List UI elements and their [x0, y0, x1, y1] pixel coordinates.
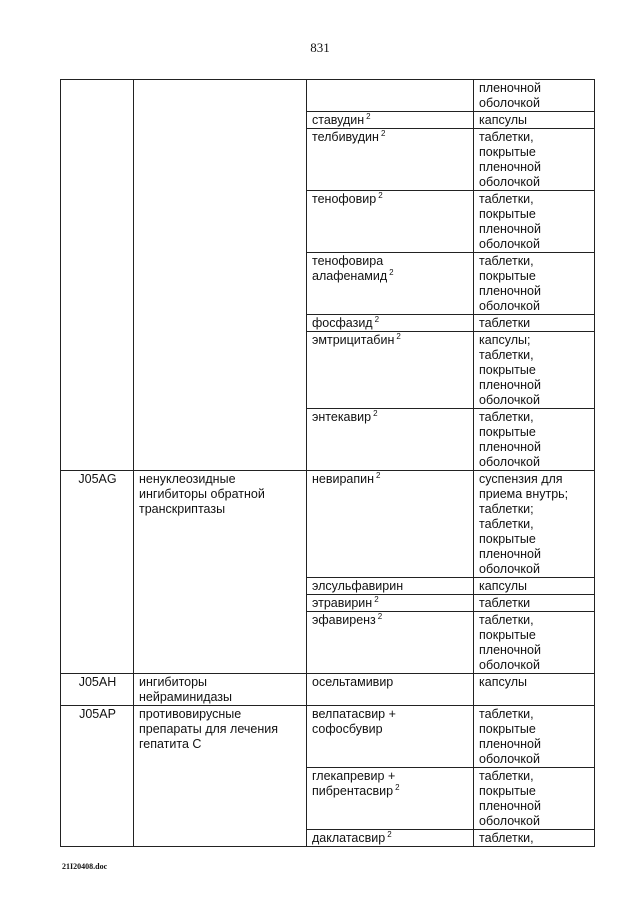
footnote-mark: 2: [395, 782, 400, 792]
dosage-form-cell: таблетки, покрытые пленочной оболочкой: [474, 768, 595, 830]
table-row: [61, 706, 595, 768]
drug-name: телбивудин: [312, 130, 379, 144]
footnote-mark: 2: [377, 611, 383, 621]
drug-name-cell: [307, 409, 474, 471]
drug-name: велпатасвир + софосбувир: [312, 707, 396, 736]
drug-name: энтекавир: [312, 410, 372, 424]
drug-name-cell: [307, 129, 474, 191]
drug-name-cell: [307, 471, 474, 578]
footnote-mark: 2: [378, 190, 383, 200]
footnote-mark: 2: [376, 470, 381, 480]
group-name-cell: противовирусные препараты для лечения гепатита C: [134, 706, 307, 847]
dosage-form-cell: капсулы; таблетки, покрытые пленочной оболочкой: [474, 332, 595, 409]
table-body: [61, 80, 595, 847]
dosage-form-cell: капсулы: [474, 578, 595, 595]
dosage-form-cell: пленочной оболочкой: [474, 80, 595, 112]
group-name-cell: ингибиторы нейраминидазы: [134, 674, 307, 706]
drug-name: невирапин: [312, 472, 375, 486]
table-row: [61, 674, 595, 706]
footnote-mark: 2: [380, 128, 386, 138]
drug-table: [60, 79, 595, 847]
page-number: 831: [310, 40, 330, 55]
footnote-mark: 2: [389, 267, 394, 277]
drug-name: элсульфавирин: [312, 579, 404, 593]
drug-name: тенофовир: [312, 192, 377, 206]
dosage-form-cell: таблетки: [474, 315, 595, 332]
footnote-mark: 2: [366, 111, 371, 121]
atc-code-cell: J05AH: [61, 674, 134, 706]
dosage-form-cell: капсулы: [474, 112, 595, 129]
drug-name: глекапревир + пибрентасвир: [312, 769, 396, 798]
footnote-mark: 2: [374, 314, 380, 324]
document-id: 21I20408.doc: [62, 862, 108, 871]
atc-code-cell: J05AP: [61, 706, 134, 847]
drug-name-cell: [307, 578, 474, 595]
drug-name: эфавиренз: [312, 613, 376, 627]
table-row: [61, 80, 595, 112]
dosage-form-cell: таблетки, покрытые пленочной оболочкой: [474, 706, 595, 768]
drug-name-cell: [307, 706, 474, 768]
drug-name-cell: [307, 595, 474, 612]
drug-name: тенофовира алафенамид: [312, 254, 388, 283]
dosage-form-cell: суспензия для приема внутрь; таблетки; таблетки, покрытые пленочной оболочкой: [474, 471, 595, 578]
drug-name-cell: [307, 332, 474, 409]
group-name-cell: ненуклеозидные ингибиторы обратной транскриптазы: [134, 471, 307, 674]
drug-name-cell: [307, 830, 474, 847]
drug-name: этравирин: [312, 596, 373, 610]
drug-name-cell: [307, 253, 474, 315]
footnote-mark: 2: [373, 408, 378, 418]
dosage-form-cell: таблетки, покрытые пленочной оболочкой: [474, 253, 595, 315]
drug-name: осельтамивир: [312, 675, 394, 689]
drug-name: эмтрицитабин: [312, 333, 395, 347]
footnote-mark: 2: [396, 331, 401, 341]
dosage-form-cell: капсулы: [474, 674, 595, 706]
drug-name-cell: [307, 674, 474, 706]
atc-code-cell: [61, 80, 134, 471]
dosage-form-cell: таблетки, покрытые пленочной оболочкой: [474, 612, 595, 674]
footnote-mark: 2: [387, 829, 392, 839]
drug-name: ставудин: [312, 113, 365, 127]
group-name-cell: [134, 80, 307, 471]
drug-name-cell: [307, 315, 474, 332]
drug-name-cell: [307, 112, 474, 129]
footnote-mark: 2: [374, 594, 379, 604]
dosage-form-cell: таблетки, покрытые пленочной оболочкой: [474, 191, 595, 253]
drug-name-cell: [307, 768, 474, 830]
dosage-form-cell: таблетки,: [474, 830, 595, 847]
drug-name-cell: [307, 612, 474, 674]
atc-code-cell: J05AG: [61, 471, 134, 674]
dosage-form-cell: таблетки: [474, 595, 595, 612]
drug-name: даклатасвир: [312, 831, 386, 845]
drug-name-cell: [307, 80, 474, 112]
drug-name-cell: [307, 191, 474, 253]
table-row: [61, 471, 595, 578]
dosage-form-cell: таблетки, покрытые пленочной оболочкой: [474, 409, 595, 471]
dosage-form-cell: таблетки, покрытые пленочной оболочкой: [474, 129, 595, 191]
drug-name: фосфазид: [312, 316, 373, 330]
